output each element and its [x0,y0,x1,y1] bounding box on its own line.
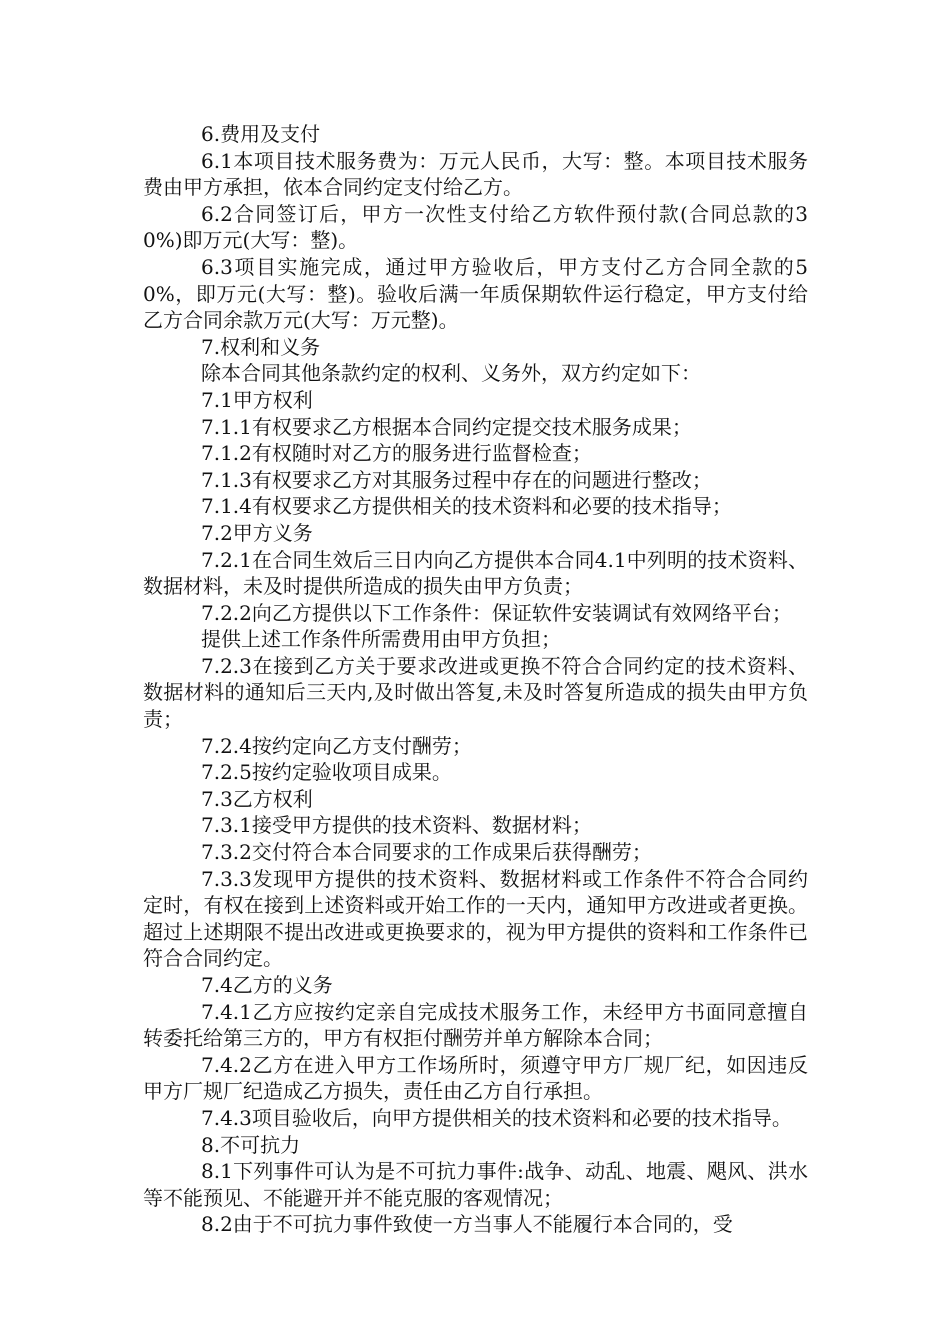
clause-7-2-3: 7.2.3在接到乙方关于要求改进或更换不符合合同约定的技术资料、数据材料的通知后三天内,及时做出答复,未及时答复所造成的损失由甲方负责； [143,653,808,732]
clause-6-2: 6.2合同签订后，甲方一次性支付给乙方软件预付款(合同总款的30%)即万元(大写：整)。 [143,201,808,253]
clause-6-1: 6.1本项目技术服务费为：万元人民币，大写：整。本项目技术服务费由甲方承担，依本合同约定支付给乙方。 [143,148,808,200]
section-heading-6: 6.费用及支付 [201,122,321,146]
clause-6-3: 6.3项目实施完成，通过甲方验收后，甲方支付乙方合同全款的50%，即万元(大写：整)。验收后满一年质保期软件运行稳定，甲方支付给乙方合同余款万元(大写：万元整)。 [143,254,808,333]
clause-7-2-5: 7.2.5按约定验收项目成果。 [201,760,452,785]
clause-7-3-3: 7.3.3发现甲方提供的技术资料、数据材料或工作条件不符合合同约定时，有权在接到上述资料或开始工作的一天内，通知甲方改进或者更换。超过上述期限不提出改进或更换要求的，视为甲方提供的资料和工作条件已符合合同约定。 [143,866,808,971]
section-heading-7: 7.权利和义务 [201,334,321,359]
subsection-heading-7-4: 7.4乙方的义务 [201,973,333,997]
clause-7-2-2: 7.2.2向乙方提供以下工作条件：保证软件安装调试有效网络平台； [201,600,792,625]
clause-7-1-2: 7.1.2有权随时对乙方的服务进行监督检查； [201,441,592,466]
clause-7-3-2: 7.3.2交付符合本合同要求的工作成果后获得酬劳； [201,840,652,865]
clause-7-4-3: 7.4.3项目验收后，向甲方提供相关的技术资料和必要的技术指导。 [201,1105,792,1130]
clause-8-2: 8.2由于不可抗力事件致使一方当事人不能履行本合同的，受 [201,1212,733,1237]
section-7-intro: 除本合同其他条款约定的权利、义务外，双方约定如下： [201,361,701,386]
clause-7-2-2-cost: 提供上述工作条件所需费用由甲方负担； [201,627,561,652]
clause-7-2-1: 7.2.1在合同生效后三日内向乙方提供本合同4.1中列明的技术资料、数据材料，未及时提供所造成的损失由甲方负责； [143,547,808,599]
subsection-heading-7-3: 7.3乙方权利 [201,786,313,811]
subsection-heading-7-1: 7.1甲方权利 [201,387,313,412]
subsection-heading-7-2: 7.2甲方义务 [201,520,313,545]
clause-7-3-1: 7.3.1接受甲方提供的技术资料、数据材料； [201,813,592,838]
clause-7-4-1: 7.4.1乙方应按约定亲自完成技术服务工作，未经甲方书面同意擅自转委托给第三方的，甲方有权拒付酬劳并单方解除本合同； [143,999,808,1051]
clause-7-1-3: 7.1.3有权要求乙方对其服务过程中存在的问题进行整改； [201,467,712,492]
clause-7-1-4: 7.1.4有权要求乙方提供相关的技术资料和必要的技术指导； [201,494,732,519]
clause-7-1-1: 7.1.1有权要求乙方根据本合同约定提交技术服务成果； [201,414,692,439]
clause-7-4-2: 7.4.2乙方在进入甲方工作场所时，须遵守甲方厂规厂纪，如因违反甲方厂规厂纪造成乙方损失，责任由乙方自行承担。 [143,1052,808,1104]
clause-7-2-4: 7.2.4按约定向乙方支付酬劳； [201,733,472,758]
contract-body [143,121,808,1238]
clause-8-1: 8.1下列事件可认为是不可抗力事件:战争、动乱、地震、飓风、洪水等不能预见、不能避开并不能克服的客观情况； [143,1159,808,1210]
section-heading-8: 8.不可抗力 [201,1132,301,1157]
